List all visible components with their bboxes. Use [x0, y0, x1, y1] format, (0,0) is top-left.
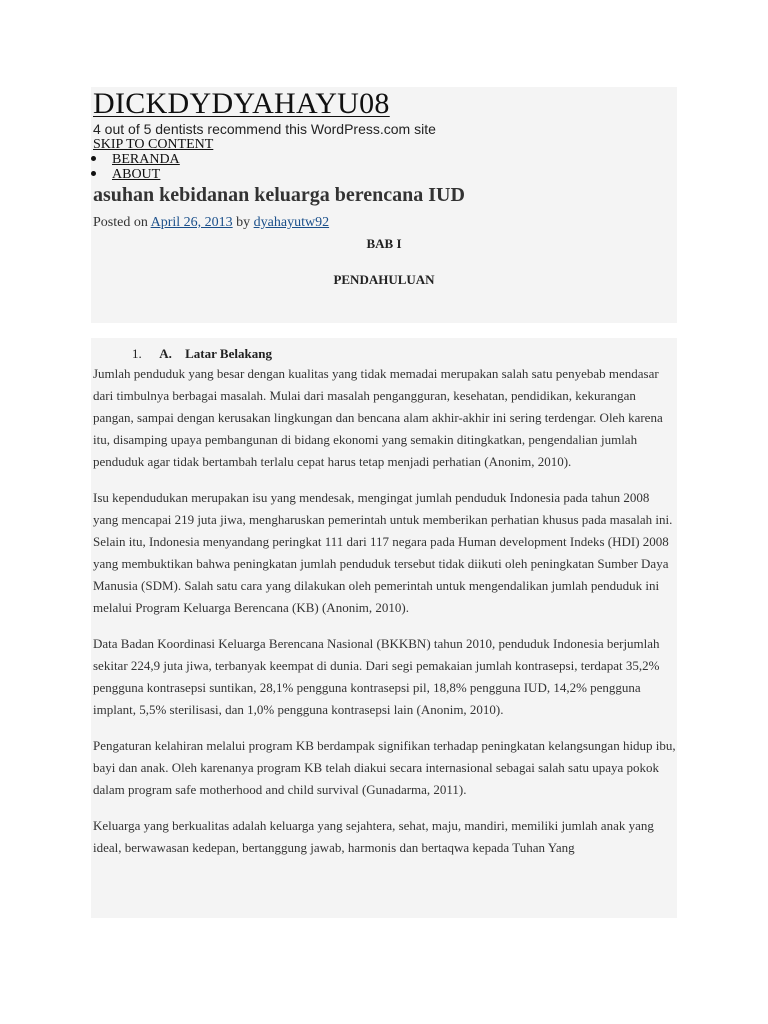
nav-item-about[interactable]	[91, 167, 180, 182]
section-letter: A.	[159, 346, 172, 361]
paragraph: Data Badan Koordinasi Keluarga Berencana Nasional (BKKBN) tahun 2010, penduduk Indonesia berjumlah sekitar 224,9 juta jiwa, terbanyak keempat di dunia. Dari segi pemakaian jumlah kontrasepsi, terdapat 35,2% pengguna kontrasepsi suntikan, 28,1% pengguna kontrasepsi pil, 18,8% pengguna IUD, 14,2% pengguna implant, 5,5% sterilisasi, dan 1,0% pengguna kontrasepsi lain (Anonim, 2010).	[93, 636, 660, 717]
site-tagline: 4 out of 5 dentists recommend this WordPress.com site	[93, 121, 436, 137]
bullet-icon	[91, 171, 96, 176]
nav-item-label: BERANDA	[112, 152, 180, 167]
bullet-icon	[91, 156, 96, 161]
paragraph: Keluarga yang berkualitas adalah keluarga yang sejahtera, sehat, maju, mandiri, memiliki jumlah anak yang ideal, berwawasan kedepan, bertanggung jawab, harmonis dan bertaqwa kepada Tuhan Yang	[93, 818, 654, 855]
paragraph: Isu kependudukan merupakan isu yang mendesak, mengingat jumlah penduduk Indonesia pada tahun 2008 yang mencapai 219 juta jiwa, mengharuskan pemerintah untuk memberikan perhatian khusus pada masalah ini. Selain itu, Indonesia menyandang peringkat 111 dari 117 negara pada Human development Indeks (HDI) 2008 yang membuktikan bahwa peningkatan jumlah penduduk tersebut tidak diikuti oleh peningkatan Sumber Daya Manusia (SDM). Salah satu cara yang dilakukan oleh pemerintah untuk mengendalikan jumlah penduduk ini melalui Program Keluarga Berencana (KB) (Anonim, 2010).	[93, 490, 673, 615]
post-title: asuhan kebidanan keluarga berencana IUD	[93, 184, 465, 206]
paragraph: Jumlah penduduk yang besar dengan kualitas yang tidak memadai merupakan salah satu penyebab mendasar dari timbulnya berbagai masalah. Mulai dari masalah pengangguran, kesehatan, pendidikan, kekurangan pangan, sampai dengan kerusakan lingkungan dan bencana alam akhir-akhir ini sering terdengar. Oleh karena itu, disamping upaya pembangunan di bidang ekonomi yang semakin ditingkatkan, pengendalian jumlah penduduk agar tidak bertambah terlalu cepat harus tetap menjadi perhatian (Anonim, 2010).	[93, 366, 663, 469]
by-label: by	[236, 215, 251, 230]
author-link[interactable]: dyahayutw92	[253, 215, 330, 230]
paragraph: Pengaturan kelahiran melalui program KB berdampak signifikan terhadap peningkatan kelangsungan hidup ibu, bayi dan anak. Oleh karenanya program KB telah diakui secara internasional sebagai salah satu upaya pokok dalam program safe motherhood and child survival (Gunadarma, 2011).	[93, 738, 676, 797]
section-heading	[132, 346, 272, 362]
skip-to-content-link[interactable]: SKIP TO CONTENT	[93, 137, 214, 152]
nav-item-label: ABOUT	[112, 167, 161, 182]
chapter-heading: PENDAHULUAN	[333, 272, 435, 287]
header-section	[91, 87, 677, 323]
posted-on-label: Posted on	[93, 215, 148, 230]
section-title: Latar Belakang	[185, 346, 272, 361]
article-body	[91, 338, 677, 918]
section-number: 1.	[132, 346, 142, 361]
post-meta	[93, 214, 329, 231]
nav-item-beranda[interactable]	[91, 152, 180, 167]
main-nav	[91, 152, 180, 182]
site-title[interactable]: DICKDYDYAHAYU08	[93, 87, 390, 120]
bab-heading: BAB I	[366, 236, 402, 251]
article-content	[93, 363, 677, 873]
post-date-link[interactable]: April 26, 2013	[150, 215, 233, 230]
